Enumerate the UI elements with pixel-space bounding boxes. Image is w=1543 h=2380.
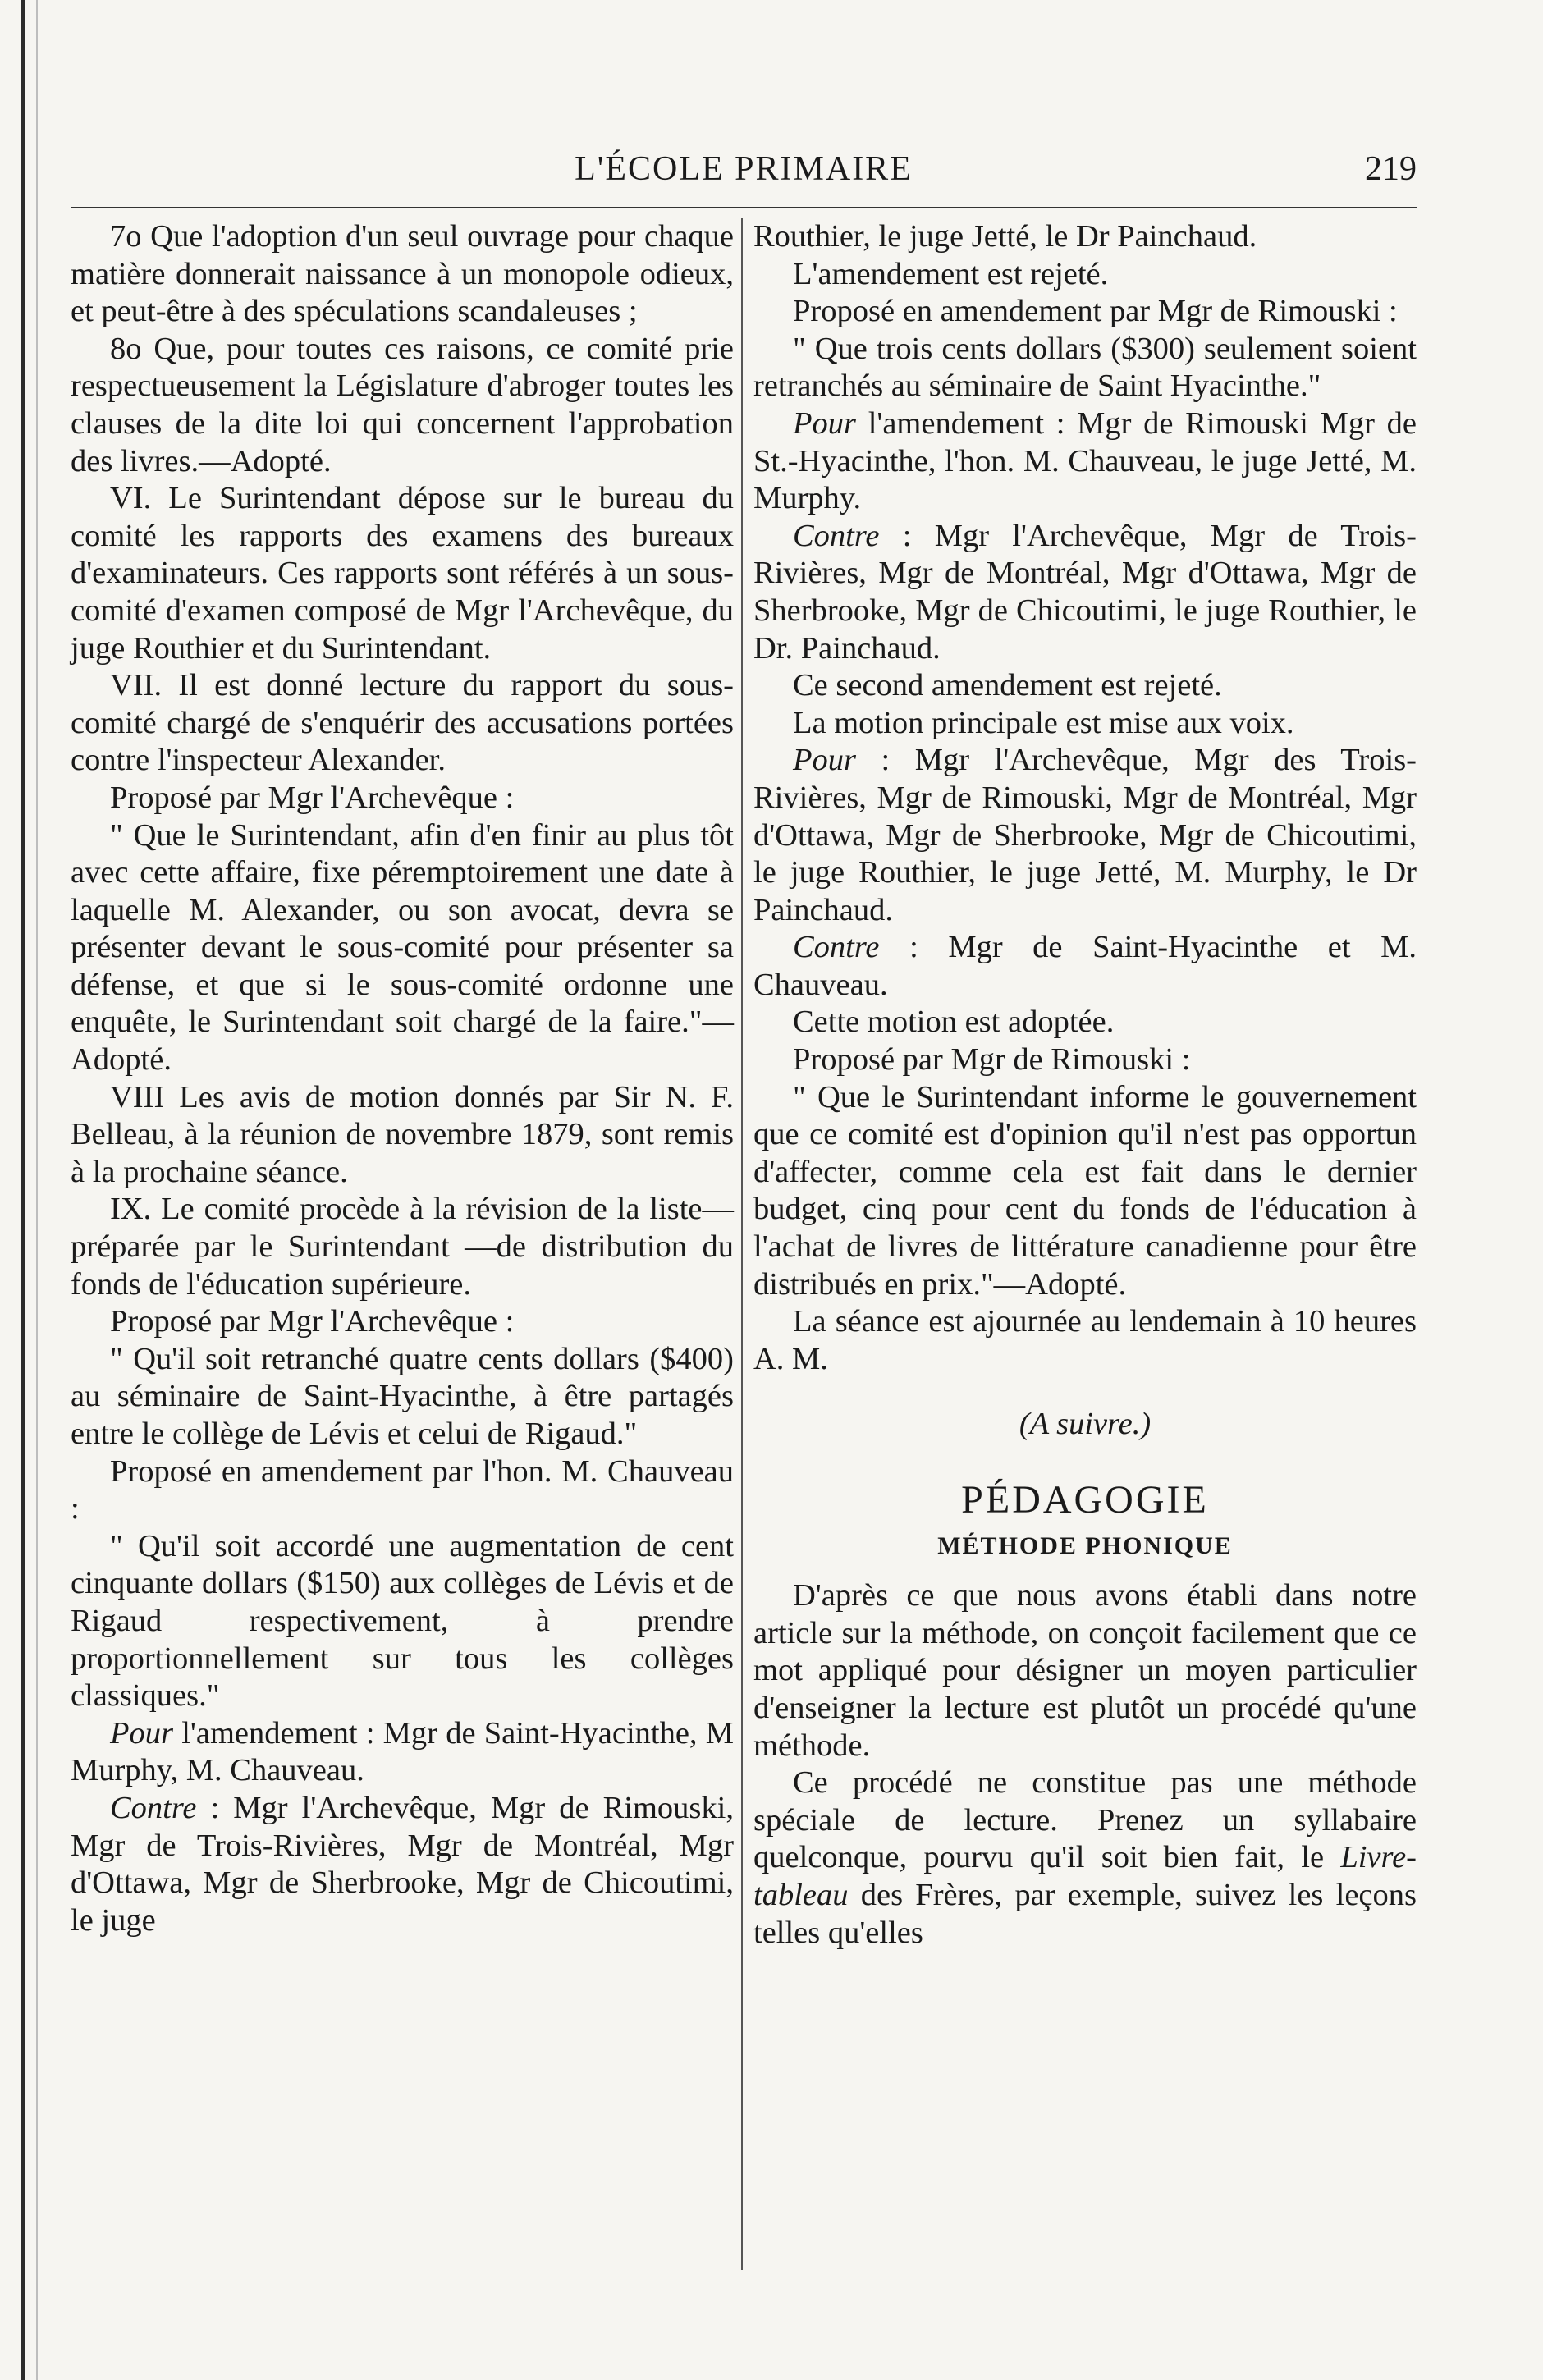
paragraph-text: l'amendement : Mgr de Rimouski Mgr de St.-Hyacinthe, l'hon. M. Chauveau, le juge Jetté, M. Murphy. bbox=[753, 405, 1417, 516]
paragraph-text: : Mgr de Saint-Hyacinthe et M. Chauveau. bbox=[753, 930, 1417, 1002]
section-subtitle: MÉTHODE PHONIQUE bbox=[937, 1531, 1233, 1559]
paragraph bbox=[71, 667, 734, 780]
paragraph-text: Proposé par Mgr l'Archevêque : bbox=[110, 1304, 515, 1339]
spacer bbox=[753, 1378, 1417, 1406]
paragraph-text: La séance est ajournée au lendemain à 10 heures A. M. bbox=[753, 1304, 1417, 1376]
paragraph bbox=[753, 929, 1417, 1004]
paragraph-text: Proposé en amendement par l'hon. M. Chauveau : bbox=[71, 1453, 734, 1526]
paragraph bbox=[71, 480, 734, 667]
to-be-continued: (A suivre.) bbox=[1019, 1407, 1152, 1442]
paragraph-text: IX. Le comité procède à la révision de la liste—préparée par le Surintendant —de distribution du fonds de l'éducation supérieure. bbox=[71, 1192, 734, 1302]
right-column bbox=[753, 218, 1417, 1952]
paragraph-text: VI. Le Surintendant dépose sur le bureau du comité les rapports des examens des bureaux d'examinateurs. Ces rapports sont référés à un sous-comité d'examen composé de Mgr l'Archevêque, du juge Routhier et du Surintendant. bbox=[71, 481, 734, 666]
paragraph bbox=[753, 518, 1417, 667]
paragraph bbox=[753, 1303, 1417, 1378]
vote-label: Pour bbox=[793, 743, 856, 778]
column-divider bbox=[741, 218, 743, 2270]
paragraph bbox=[753, 1079, 1417, 1304]
paragraph bbox=[753, 293, 1417, 331]
paragraph bbox=[71, 1715, 734, 1790]
paragraph bbox=[71, 780, 734, 817]
page-header bbox=[71, 148, 1417, 197]
paragraph-text: Ce second amendement est rejeté. bbox=[793, 668, 1222, 703]
paragraph-text: : Mgr l'Archevêque, Mgr des Trois-Rivières, Mgr de Rimouski, Mgr de Montréal, Mgr d'Ottawa, Mgr de Sherbrooke, Mgr de Chicoutimi, le juge Routhier, le juge Jetté, M. Murphy, le Dr Painchaud. bbox=[753, 743, 1417, 927]
vote-label: Contre bbox=[793, 518, 880, 553]
running-title: L'ÉCOLE PRIMAIRE bbox=[575, 150, 913, 188]
paragraph bbox=[753, 1004, 1417, 1041]
paragraph-text: VII. Il est donné lecture du rapport du sous-comité chargé de s'enquérir des accusations portées contre l'inspecteur Alexander. bbox=[71, 668, 734, 778]
paragraph-text: Ce procédé ne constitue pas une méthode spéciale de lecture. Prenez un syllabaire quelconque, pourvu qu'il soit bien fait, le bbox=[753, 1765, 1417, 1875]
paragraph-text: VIII Les avis de motion donnés par Sir N. F. Belleau, à la réunion de novembre 1879, sont remis à la prochaine séance. bbox=[71, 1079, 734, 1189]
paragraph-text: 8o Que, pour toutes ces raisons, ce comité prie respectueusement la Législature d'abroger toutes les clauses de la dite loi qui concernent l'approbation des livres.—Adopté. bbox=[71, 331, 734, 478]
paragraph-text: Proposé par Mgr l'Archevêque : bbox=[110, 780, 515, 815]
paragraph bbox=[71, 1453, 734, 1528]
vote-label: Pour bbox=[793, 405, 856, 441]
paragraph bbox=[71, 218, 734, 331]
paragraph-text: La motion principale est mise aux voix. bbox=[793, 705, 1294, 740]
paragraph bbox=[71, 1079, 734, 1192]
paragraph bbox=[753, 405, 1417, 518]
paragraph-text: 7o Que l'adoption d'un seul ouvrage pour chaque matière donnerait naissance à un monopole odieux, et peut-être à des spéculations scandaleuses ; bbox=[71, 219, 734, 329]
paragraph-text: " Que le Surintendant, afin d'en finir au plus tôt avec cette affaire, fixe péremptoirement une date à laquelle M. Alexander, ou son avocat, devra se présenter devant le sous-comité pour présenter sa défense, et que si le sous-comité ordonne une enquête, le Surintendant soit chargé de la faire."—Adopté. bbox=[71, 817, 734, 1078]
paragraph bbox=[753, 742, 1417, 929]
binding-edge bbox=[21, 0, 25, 2380]
paragraph-text: Routhier, le juge Jetté, le Dr Painchaud. bbox=[753, 219, 1257, 254]
paragraph bbox=[753, 218, 1417, 256]
paragraph bbox=[71, 1790, 734, 1939]
paragraph bbox=[71, 817, 734, 1079]
paragraph bbox=[753, 1764, 1417, 1952]
book-title: Livre-tableau bbox=[753, 1840, 1417, 1912]
paragraph bbox=[71, 331, 734, 480]
paragraph-text: Cette motion est adoptée. bbox=[793, 1005, 1115, 1040]
paragraph bbox=[753, 256, 1417, 294]
paragraph-text-tail: des Frères, par exemple, suivez les leçons telles qu'elles bbox=[753, 1877, 1417, 1950]
vote-label: Pour bbox=[110, 1715, 173, 1751]
paragraph-text: Proposé par Mgr de Rimouski : bbox=[793, 1042, 1191, 1078]
paragraph-text: Proposé en amendement par Mgr de Rimouski : bbox=[793, 294, 1398, 329]
paragraph-text: " Que le Surintendant informe le gouvernement que ce comité est d'opinion qu'il n'est pas opportun d'affecter, comme cela est fait dans le dernier budget, cinq pour cent du fonds de l'éducation à l'achat de livres de littérature canadienne pour être distribués en prix."—Adopté. bbox=[753, 1079, 1417, 1302]
paragraph-text: L'amendement est rejeté. bbox=[793, 256, 1109, 291]
paragraph bbox=[753, 705, 1417, 743]
paragraph-text: : Mgr l'Archevêque, Mgr de Rimouski, Mgr de Trois-Rivières, Mgr de Montréal, Mgr d'Ottawa, Mgr de Sherbrooke, Mgr de Chicoutimi, le juge bbox=[71, 1790, 734, 1938]
paragraph bbox=[71, 1528, 734, 1715]
paragraph bbox=[753, 667, 1417, 705]
paragraph bbox=[71, 1191, 734, 1303]
paragraph-text: " Qu'il soit retranché quatre cents dollars ($400) au séminaire de Saint-Hyacinthe, à être partagés entre le collège de Lévis et celui de Rigaud." bbox=[71, 1341, 734, 1451]
left-column bbox=[71, 218, 734, 1939]
binding-shadow bbox=[36, 0, 38, 2380]
vote-label: Contre bbox=[110, 1790, 197, 1825]
paragraph bbox=[71, 1341, 734, 1453]
paragraph-text: l'amendement : Mgr de Saint-Hyacinthe, M Murphy, M. Chauveau. bbox=[71, 1715, 734, 1788]
paragraph-text: D'après ce que nous avons établi dans notre article sur la méthode, on conçoit facilement que ce mot appliqué pour désigner un moyen particulier d'enseigner la lecture est plutôt un procédé qu'une méthode. bbox=[753, 1578, 1417, 1763]
article-body bbox=[753, 1577, 1417, 1952]
vote-label: Contre bbox=[793, 930, 880, 965]
minutes-continued bbox=[753, 218, 1417, 1378]
paragraph bbox=[753, 1577, 1417, 1764]
section-title: PÉDAGOGIE bbox=[961, 1478, 1209, 1522]
paragraph-text: : Mgr l'Archevêque, Mgr de Trois-Rivières, Mgr de Montréal, Mgr d'Ottawa, Mgr de Sherbrooke, Mgr de Chicoutimi, le juge Routhier, le Dr. Painchaud. bbox=[753, 518, 1417, 666]
header-rule bbox=[71, 207, 1417, 208]
paragraph bbox=[71, 1303, 734, 1341]
paragraph bbox=[753, 1041, 1417, 1079]
paragraph bbox=[753, 331, 1417, 405]
page-number: 219 bbox=[1365, 150, 1417, 188]
paragraph-text: " Qu'il soit accordé une augmentation de cent cinquante dollars ($150) aux collèges de Lévis et de Rigaud respectivement, à prendre proportionnellement sur tous les collèges classiques." bbox=[71, 1528, 734, 1714]
paragraph-text: " Que trois cents dollars ($300) seulement soient retranchés au séminaire de Saint Hyacinthe." bbox=[753, 331, 1417, 404]
